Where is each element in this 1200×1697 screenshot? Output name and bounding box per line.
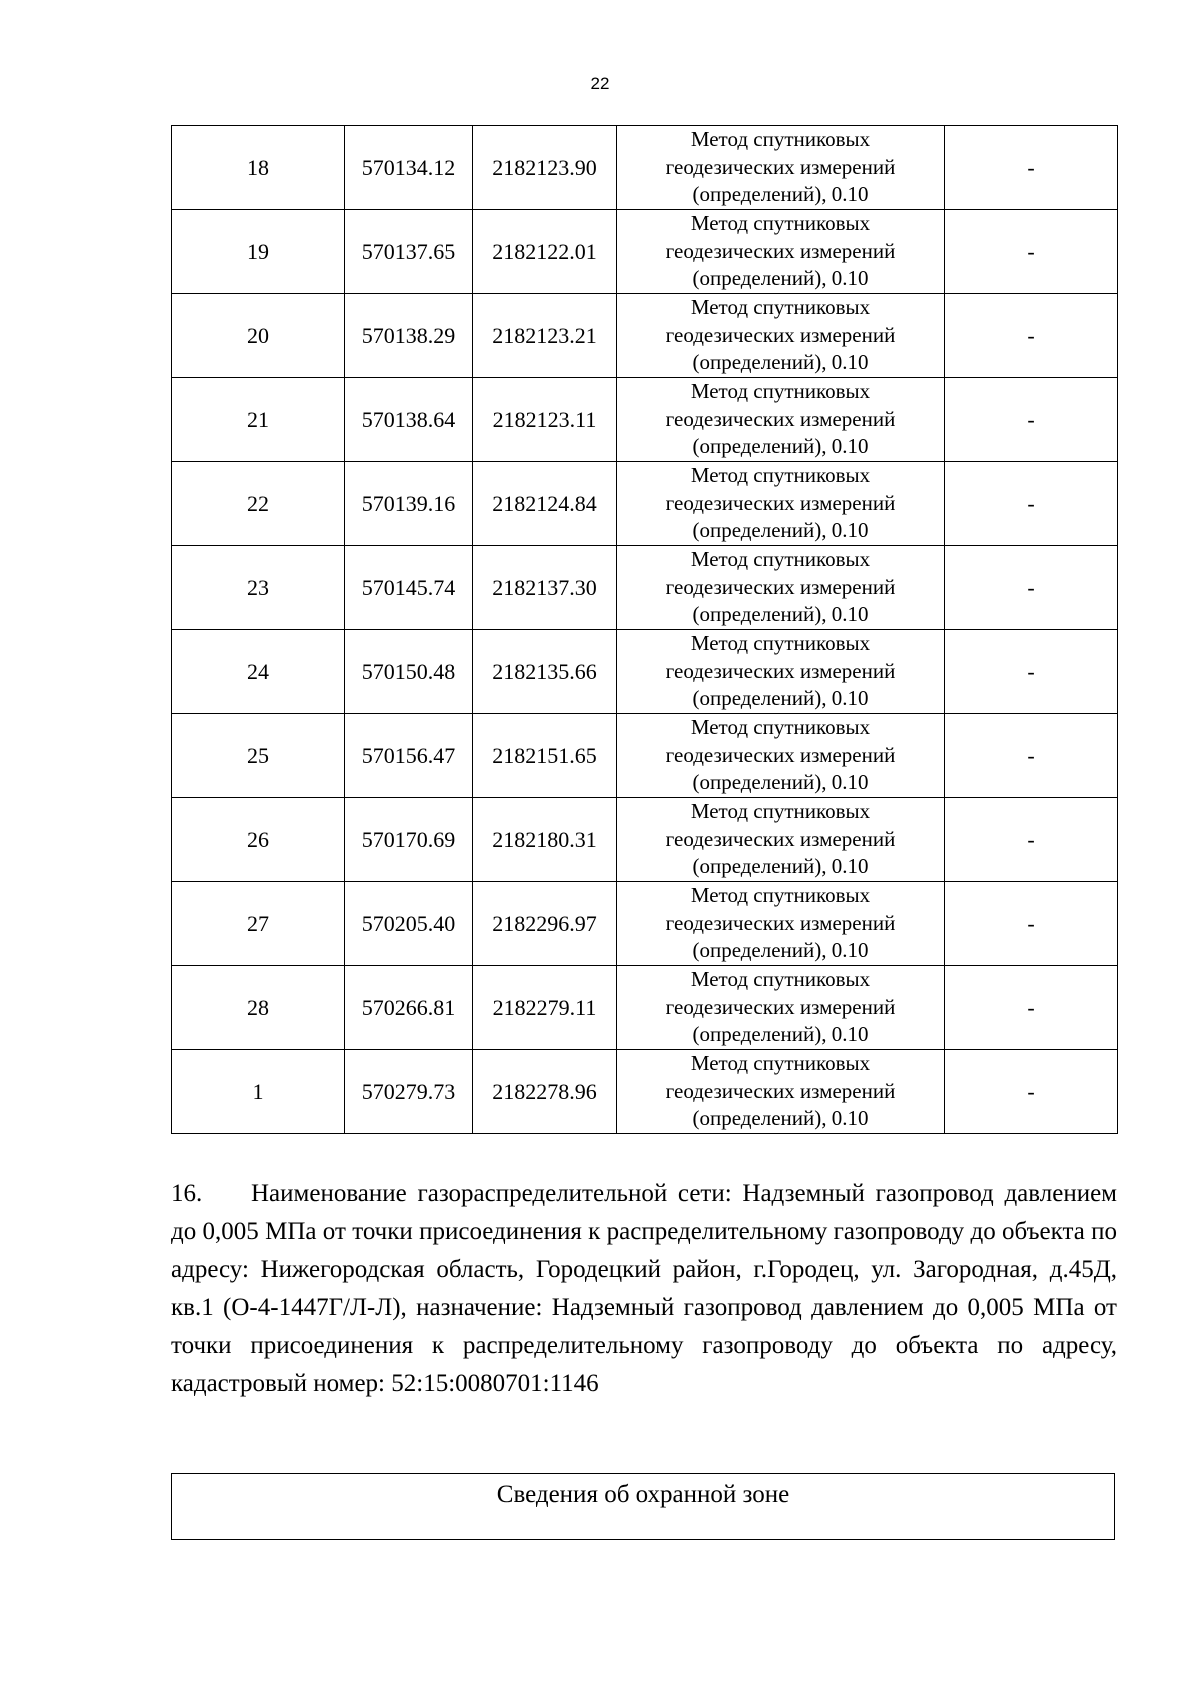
section-number: 16. [171,1180,203,1207]
method-line: геодезических измерений [665,1078,896,1103]
y-coordinate-cell: 2182122.01 [473,210,617,294]
note-cell: - [945,462,1118,546]
point-cell: 19 [172,210,345,294]
x-coordinate-cell: 570137.65 [345,210,473,294]
table-row [172,882,1118,966]
protection-zone-header [171,1473,1115,1540]
method-cell [617,1050,945,1134]
point-cell: 20 [172,294,345,378]
x-coordinate-cell: 570139.16 [345,462,473,546]
x-coordinate-cell: 570156.47 [345,714,473,798]
method-line: Метод спутниковых [690,463,871,488]
table-row [172,378,1118,462]
section-16 [171,1175,1117,1403]
y-coordinate-cell: 2182123.11 [473,378,617,462]
method-cell [617,882,945,966]
method-cell [617,714,945,798]
method-line: (определений), 0.10 [692,182,869,207]
note-cell: - [945,966,1118,1050]
method-line: геодезических измерений [665,322,896,347]
method-line: геодезических измерений [665,406,896,431]
coordinates-table [171,125,1118,1134]
method-line: геодезических измерений [665,826,896,851]
table-row [172,630,1118,714]
note-cell: - [945,798,1118,882]
y-coordinate-cell: 2182123.21 [473,294,617,378]
note-cell: - [945,630,1118,714]
note-cell: - [945,546,1118,630]
point-cell: 1 [172,1050,345,1134]
method-line: (определений), 0.10 [692,602,869,627]
method-line: (определений), 0.10 [692,938,869,963]
note-cell: - [945,1050,1118,1134]
y-coordinate-cell: 2182296.97 [473,882,617,966]
point-cell: 21 [172,378,345,462]
method-line: Метод спутниковых [690,715,871,740]
method-cell [617,378,945,462]
method-line: геодезических измерений [665,910,896,935]
section-text: Наименование газораспределительной сети: Надземный газопровод давлением до 0,005 МПа от точки присоединения к распределительному газопроводу до объекта по адресу: Нижегородская область, Городецкий район, г.Городец, ул. Загородная, д.45Д, кв.1 (О-4-1447Г/Л-Л), назначение: Надземный газопровод давлением до 0,005 МПа от точки присоединения к распределительному газопроводу до объекта по адресу, кадастровый номер: 52:15:0080701:1146 [171,1180,1117,1397]
x-coordinate-cell: 570279.73 [345,1050,473,1134]
method-line: (определений), 0.10 [692,518,869,543]
note-cell: - [945,882,1118,966]
method-line: Метод спутниковых [690,967,871,992]
method-line: (определений), 0.10 [692,1106,869,1131]
x-coordinate-cell: 570134.12 [345,126,473,210]
table-row [172,966,1118,1050]
table-row [172,126,1118,210]
note-cell: - [945,126,1118,210]
method-line: геодезических измерений [665,238,896,263]
method-line: (определений), 0.10 [692,350,869,375]
method-cell [617,630,945,714]
page-number: 22 [590,74,610,93]
method-line: Метод спутниковых [690,295,871,320]
method-line: (определений), 0.10 [692,1022,869,1047]
method-cell [617,294,945,378]
coordinates-table-body [172,126,1118,1134]
method-line: Метод спутниковых [690,1051,871,1076]
y-coordinate-cell: 2182124.84 [473,462,617,546]
point-cell: 26 [172,798,345,882]
point-cell: 24 [172,630,345,714]
table-row [172,462,1118,546]
method-line: Метод спутниковых [690,127,871,152]
note-cell: - [945,714,1118,798]
point-cell: 23 [172,546,345,630]
x-coordinate-cell: 570138.29 [345,294,473,378]
point-cell: 18 [172,126,345,210]
x-coordinate-cell: 570205.40 [345,882,473,966]
method-cell [617,126,945,210]
y-coordinate-cell: 2182180.31 [473,798,617,882]
table-row [172,210,1118,294]
y-coordinate-cell: 2182135.66 [473,630,617,714]
table-row [172,1050,1118,1134]
note-cell: - [945,378,1118,462]
y-coordinate-cell: 2182278.96 [473,1050,617,1134]
table-row [172,546,1118,630]
method-line: геодезических измерений [665,154,896,179]
point-cell: 25 [172,714,345,798]
method-cell [617,210,945,294]
method-line: Метод спутниковых [690,547,871,572]
method-line: (определений), 0.10 [692,770,869,795]
method-line: (определений), 0.10 [692,854,869,879]
method-line: (определений), 0.10 [692,434,869,459]
method-cell [617,966,945,1050]
method-cell [617,462,945,546]
x-coordinate-cell: 570266.81 [345,966,473,1050]
note-cell: - [945,294,1118,378]
method-line: (определений), 0.10 [692,266,869,291]
y-coordinate-cell: 2182151.65 [473,714,617,798]
method-line: геодезических измерений [665,742,896,767]
table-row [172,714,1118,798]
y-coordinate-cell: 2182123.90 [473,126,617,210]
method-cell [617,798,945,882]
table-row [172,798,1118,882]
method-line: геодезических измерений [665,994,896,1019]
x-coordinate-cell: 570145.74 [345,546,473,630]
method-line: Метод спутниковых [690,883,871,908]
y-coordinate-cell: 2182279.11 [473,966,617,1050]
method-line: Метод спутниковых [690,379,871,404]
method-line: геодезических измерений [665,490,896,515]
method-cell [617,546,945,630]
method-line: Метод спутниковых [690,631,871,656]
point-cell: 22 [172,462,345,546]
protection-zone-title: Сведения об охранной зоне [496,1481,790,1508]
point-cell: 28 [172,966,345,1050]
method-line: (определений), 0.10 [692,686,869,711]
method-line: Метод спутниковых [690,799,871,824]
method-line: геодезических измерений [665,658,896,683]
table-row [172,294,1118,378]
point-cell: 27 [172,882,345,966]
y-coordinate-cell: 2182137.30 [473,546,617,630]
note-cell: - [945,210,1118,294]
method-line: геодезических измерений [665,574,896,599]
x-coordinate-cell: 570138.64 [345,378,473,462]
method-line: Метод спутниковых [690,211,871,236]
x-coordinate-cell: 570170.69 [345,798,473,882]
x-coordinate-cell: 570150.48 [345,630,473,714]
